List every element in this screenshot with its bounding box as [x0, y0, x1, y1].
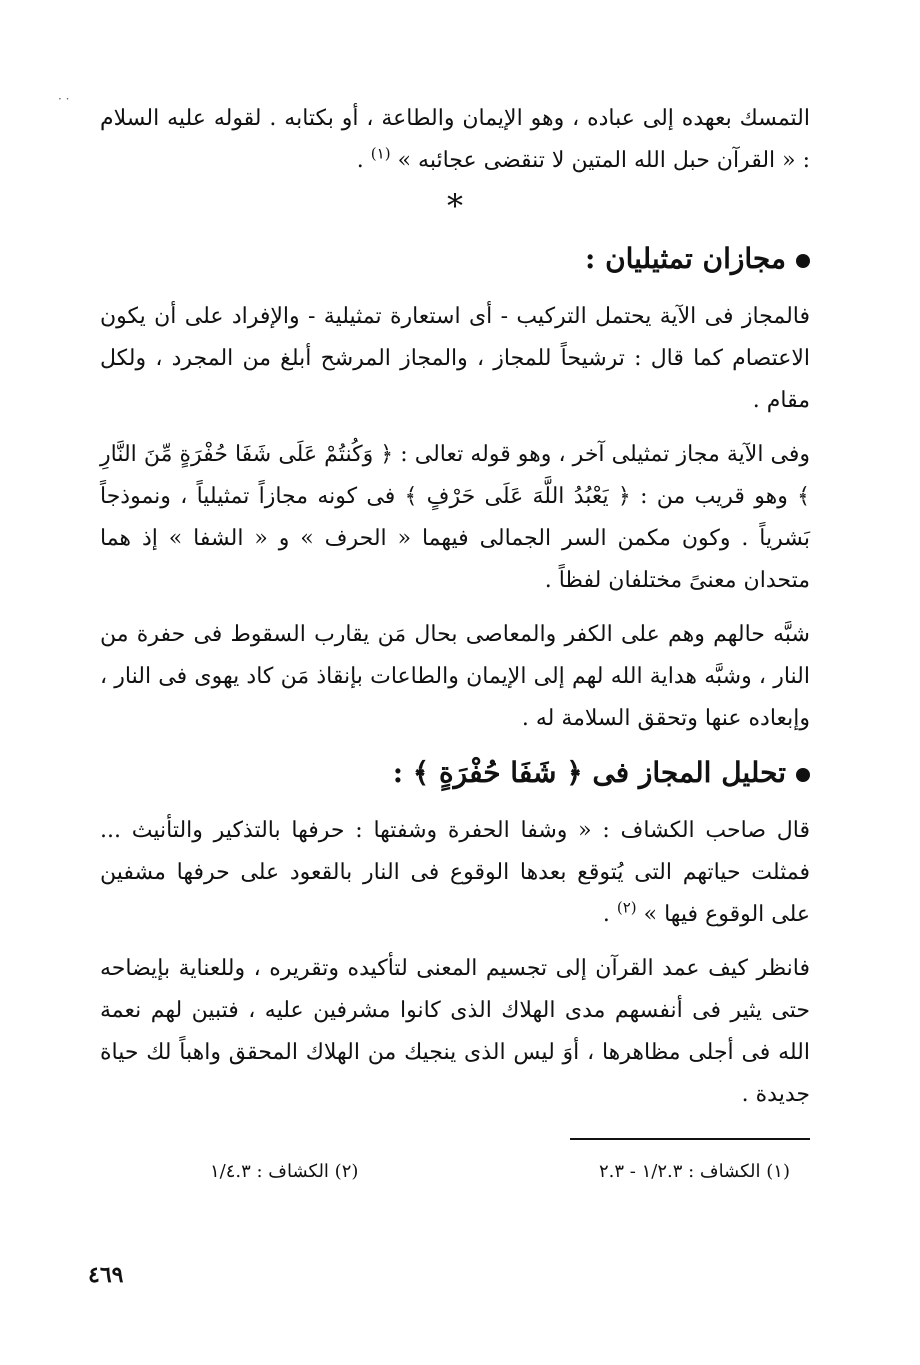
- heading-2-text: تحليل المجاز فى ﴿ شَفَا حُفْرَةٍ ﴾ :: [392, 756, 786, 789]
- paragraph-1-text: التمسك بعهده إلى عباده ، وهو الإيمان والطاعة ، أو بكتابه . لقوله عليه السلام : « القرآن حبل الله المتين لا تنقضى عجائبه »: [100, 106, 810, 173]
- paragraph-5-end: .: [602, 902, 610, 927]
- heading-1: [100, 236, 810, 282]
- bullet-icon: [796, 768, 810, 782]
- bullet-icon: [796, 254, 810, 268]
- footnotes: [210, 1152, 790, 1192]
- paragraph-6: فانظر كيف عمد القرآن إلى تجسيم المعنى لتأكيده وتقريره ، وللعناية بإيضاحه حتى يثير فى أنفسهم مدى الهلاك الذى كانوا مشرفين عليه ، فتبين لهم نعمة الله فى أجلى مظاهرها ، أوَ ليس الذى ينجيك من الهلاك المحقق واهباً لك حياة جديدة .: [100, 956, 810, 1107]
- heading-2: [100, 750, 810, 796]
- paragraph-3: وفى الآية مجاز تمثيلى آخر ، وهو قوله تعالى : ﴿ وَكُنتُمْ عَلَى شَفَا حُفْرَةٍ مِّنَ النَّارِ ﴾ وهو قريب من : ﴿ يَعْبُدُ اللَّهَ عَلَى حَرْفٍ ﴾ فى كونه مجازاً تمثيلياً ، ونموذجاً بَشرياً . وكون مكمن السر الجمالى فيهما « الحرف » و « الشفا » إذ هما متحدان معنىً مختلفان لفظاً .: [100, 442, 810, 593]
- scan-mark: · ·: [58, 92, 70, 106]
- paragraph-5: [100, 810, 810, 936]
- footnote-ref-1[interactable]: (١): [370, 144, 391, 163]
- footnote-divider: [570, 1138, 810, 1140]
- paragraph-4: شبَّه حالهم وهم على الكفر والمعاصى بحال مَن يقارب السقوط فى حفرة من النار ، وشبَّه هداية الله لهم إلى الإيمان والطاعات بإنقاذ مَن كاد يهوى فى النار ، وإبعاده عنها وتحقق السلامة له .: [100, 622, 810, 731]
- paragraph-1-end: .: [356, 148, 364, 173]
- footnote-2: (٢) الكشاف : ١/٤.٣: [210, 1161, 359, 1182]
- paragraph-1: [100, 98, 810, 182]
- footnote-1: (١) الكشاف : ١/٢.٣ - ٢.٣: [599, 1161, 790, 1182]
- heading-1-text: مجازان تمثيليان :: [585, 242, 786, 275]
- section-separator-star: *: [447, 187, 463, 225]
- footnote-ref-2[interactable]: (٢): [616, 898, 637, 917]
- page-number: ٤٦٩: [88, 1262, 124, 1288]
- paragraph-5-text: قال صاحب الكشاف : « وشفا الحفرة وشفتها : حرفها بالتذكير والتأنيث ... فمثلت حياتهم التى يُتوقع بعدها الوقوع فى النار بالقعود على حرفها مشفين على الوقوع فيها »: [100, 818, 810, 927]
- page-body: [100, 98, 810, 1305]
- paragraph-2: فالمجاز فى الآية يحتمل التركيب - أى استعارة تمثيلية - والإفراد على أن يكون الاعتصام كما قال : ترشيحاً للمجاز ، والمجاز المرشح أبلغ من المجرد ، ولكل مقام .: [100, 304, 810, 413]
